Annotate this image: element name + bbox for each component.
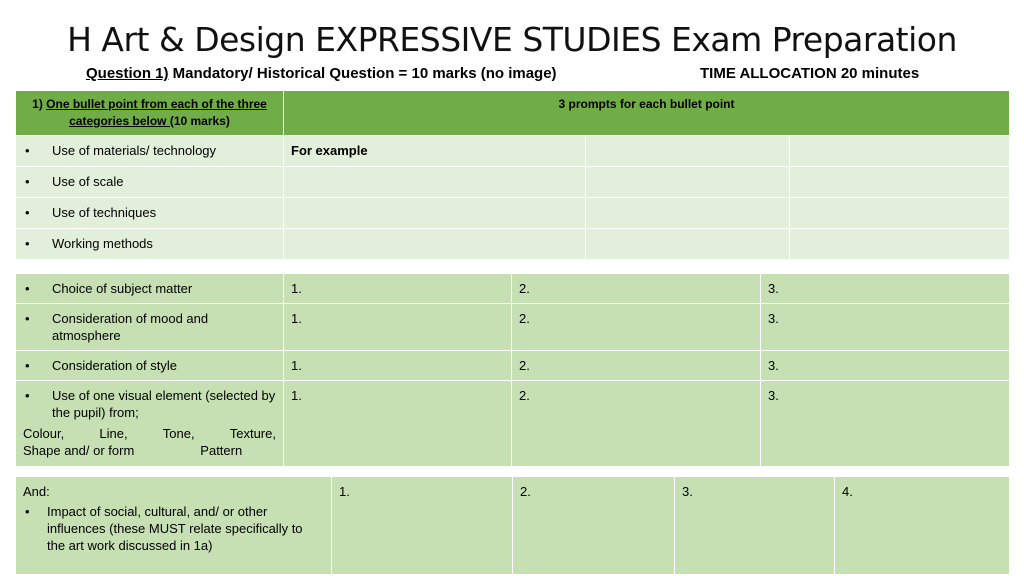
prompt-cell-3: 3. (761, 351, 1010, 381)
row-label: Use of scale (52, 174, 124, 189)
element-pattern: Pattern (200, 443, 243, 458)
page-title: H Art & Design EXPRESSIVE STUDIES Exam Preparation (67, 20, 957, 59)
table-row (16, 351, 1010, 381)
influence-cell-2: 2. (513, 477, 675, 575)
empty-cell (586, 136, 790, 167)
row-label: Use of techniques (52, 205, 157, 220)
empty-cell (284, 198, 586, 229)
row-label: Choice of subject matter (52, 281, 193, 296)
table-row (16, 229, 1010, 260)
table-row (16, 381, 1010, 467)
empty-cell (586, 167, 790, 198)
prompt-cell-2: 2. (512, 274, 761, 304)
table-row (16, 167, 1010, 198)
row-label: Consideration of style (52, 358, 178, 373)
prompt-cell-2: 2. (512, 304, 761, 351)
question-text: Mandatory/ Historical Question = 10 marks (no image) (168, 65, 557, 82)
bullet-icon: • (25, 205, 30, 220)
empty-cell (790, 229, 1010, 260)
row-label: Consideration of mood and atmosphere (52, 311, 209, 343)
bullet-icon: • (25, 174, 30, 189)
table-row (16, 477, 1010, 575)
empty-cell (790, 198, 1010, 229)
prompt-cell-1: 1. (284, 351, 512, 381)
empty-cell (790, 167, 1010, 198)
influences-text: Impact of social, cultural, and/ or other influences (these MUST relate specifically to the art work discussed in 1a) (47, 504, 303, 553)
bullet-icon: • (25, 236, 30, 251)
influences-table (15, 476, 1010, 575)
row-label: Use of one visual element (selected by the pupil) from; (52, 388, 276, 420)
influence-cell-3: 3. (675, 477, 835, 575)
prompt-cell-2: 2. (512, 381, 761, 467)
question-heading (86, 65, 557, 82)
row-label: Use of materials/ technology (52, 143, 217, 158)
bullet-icon: • (25, 143, 30, 158)
empty-cell (284, 229, 586, 260)
prompt-cell-1: 1. (284, 304, 512, 351)
element-line: Line, (99, 426, 128, 441)
bullet-icon: • (25, 388, 30, 403)
empty-cell (284, 167, 586, 198)
empty-cell (586, 198, 790, 229)
bullet-icon: • (25, 311, 30, 326)
categories-header (16, 91, 284, 136)
header-underlined: One bullet point from each of the three categories below (46, 97, 267, 128)
prompts-table (15, 273, 1010, 467)
header-suffix: (10 marks) (169, 114, 230, 128)
element-tone: Tone, (162, 426, 195, 441)
table-row (16, 304, 1010, 351)
empty-cell (586, 229, 790, 260)
bullet-icon: • (25, 281, 30, 296)
time-allocation: TIME ALLOCATION 20 minutes (700, 65, 920, 82)
visual-elements-line-2 (23, 442, 276, 459)
bullet-icon: • (25, 358, 30, 373)
influence-cell-4: 4. (835, 477, 1010, 575)
row-label: Working methods (52, 236, 153, 251)
visual-elements-line-1 (23, 425, 276, 442)
bullet-icon: • (25, 504, 30, 519)
prompt-cell-3: 3. (761, 381, 1010, 467)
table-row (16, 274, 1010, 304)
prompt-cell-2: 2. (512, 351, 761, 381)
prompt-cell-1: 1. (284, 381, 512, 467)
prompt-cell-3: 3. (761, 274, 1010, 304)
example-cell: For example (284, 136, 586, 167)
prompts-header: 3 prompts for each bullet point (284, 91, 1010, 136)
prompt-cell-3: 3. (761, 304, 1010, 351)
element-texture: Texture, (229, 426, 276, 441)
question-label: Question 1) (86, 65, 169, 82)
empty-cell (790, 136, 1010, 167)
prompt-cell-1: 1. (284, 274, 512, 304)
element-shape-form: Shape and/ or form (23, 443, 135, 458)
table-row (16, 136, 1010, 167)
element-colour: Colour, (23, 426, 65, 441)
influence-cell-1: 1. (332, 477, 513, 575)
categories-table (15, 90, 1010, 260)
and-label: And: (23, 484, 50, 499)
table-row (16, 198, 1010, 229)
header-prefix: 1) (32, 97, 47, 111)
